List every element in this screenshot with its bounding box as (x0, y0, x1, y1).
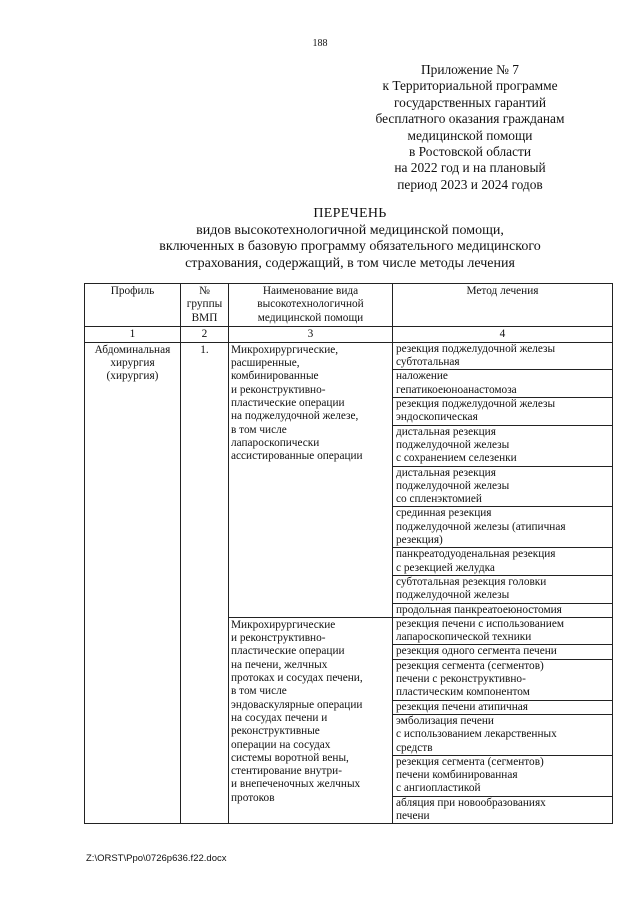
method-item: эмболизация печени с использованием лекарственных средств (393, 715, 612, 756)
appendix-header (340, 62, 600, 193)
method-item: абляция при новообразованиях печени (396, 796, 546, 822)
table-header-row (85, 284, 613, 327)
method-item: субтотальная резекция головки поджелудочной железы (393, 576, 612, 604)
method-item: дистальная резекция поджелудочной железы со спленэктомией (393, 467, 612, 508)
methods-cell (393, 342, 613, 617)
header-group: № группы ВМП (181, 284, 229, 327)
methods-cell (393, 617, 613, 823)
appendix-line: к Территориальной программе (382, 78, 558, 94)
appendix-line: период 2023 и 2024 годов (397, 176, 543, 192)
vmp-name-cell: Микрохирургические и реконструктивно- пластические операции на печени, желчных протоках и сосудах печени, в том числе эндоваскулярные операции на сосудах печени и реконструктивные операции на сосудах системы воротной вены, стентирование внутри- и внепеченочных желчных протоков (229, 617, 393, 823)
method-item: резекция сегмента (сегментов) печени с реконструктивно- пластическим компонентом (393, 660, 612, 701)
method-item: продольная панкреатоеюностомия (396, 603, 562, 616)
vmp-table (84, 283, 613, 824)
method-item: дистальная резекция поджелудочной железы с сохранением селезенки (393, 426, 612, 467)
col-number: 4 (393, 326, 613, 342)
appendix-line: Приложение № 7 (420, 62, 520, 77)
appendix-line: медицинской помощи (407, 127, 533, 143)
page-number: 188 (312, 38, 328, 49)
header-profile: Профиль (85, 284, 181, 327)
document-title (70, 206, 630, 272)
title-line: страхования, содержащий, в том числе методы лечения (185, 255, 515, 271)
column-number-row (85, 326, 613, 342)
table-row (85, 342, 613, 617)
profile-cell: Абдоминальная хирургия (хирургия) (85, 342, 181, 823)
group-cell: 1. (181, 342, 229, 823)
header-method: Метод лечения (393, 284, 613, 327)
method-item: резекция сегмента (сегментов) печени комбинированная с ангиопластикой (393, 756, 612, 797)
method-item: резекция поджелудочной железы эндоскопическая (393, 398, 612, 426)
method-item: резекция поджелудочной железы субтотальная (393, 343, 612, 371)
header-name: Наименование вида высокотехнологичной медицинской помощи (229, 284, 393, 327)
method-item: резекция одного сегмента печени (393, 645, 612, 659)
col-number: 3 (229, 326, 393, 342)
method-item: наложение гепатикоеюноанастомоза (393, 370, 612, 398)
appendix-line: на 2022 год и на плановый (394, 160, 546, 176)
method-item: резекция печени с использованием лапароскопической техники (393, 618, 612, 646)
col-number: 1 (85, 326, 181, 342)
col-number: 2 (181, 326, 229, 342)
method-item: панкреатодуоденальная резекция с резекцией желудка (393, 548, 612, 576)
appendix-line: бесплатного оказания гражданам (375, 111, 565, 127)
vmp-name-cell: Микрохирургические, расширенные, комбинированные и реконструктивно- пластические операции на поджелудочной железе, в том числе лапароскопически ассистированные операции (229, 342, 393, 617)
title-line: включенных в базовую программу обязательного медицинского (159, 239, 541, 254)
appendix-line: в Ростовской области (408, 144, 532, 160)
method-item: срединная резекция поджелудочной железы (атипичная резекция) (393, 507, 612, 548)
title-heading: ПЕРЕЧЕНЬ (313, 206, 387, 221)
title-line: видов высокотехнологичной медицинской помощи, (196, 222, 504, 238)
appendix-line: государственных гарантий (393, 94, 547, 110)
method-item: резекция печени атипичная (393, 701, 612, 715)
file-path-footer: Z:\ORST\Ppo\0726p636.f22.docx (86, 853, 227, 864)
